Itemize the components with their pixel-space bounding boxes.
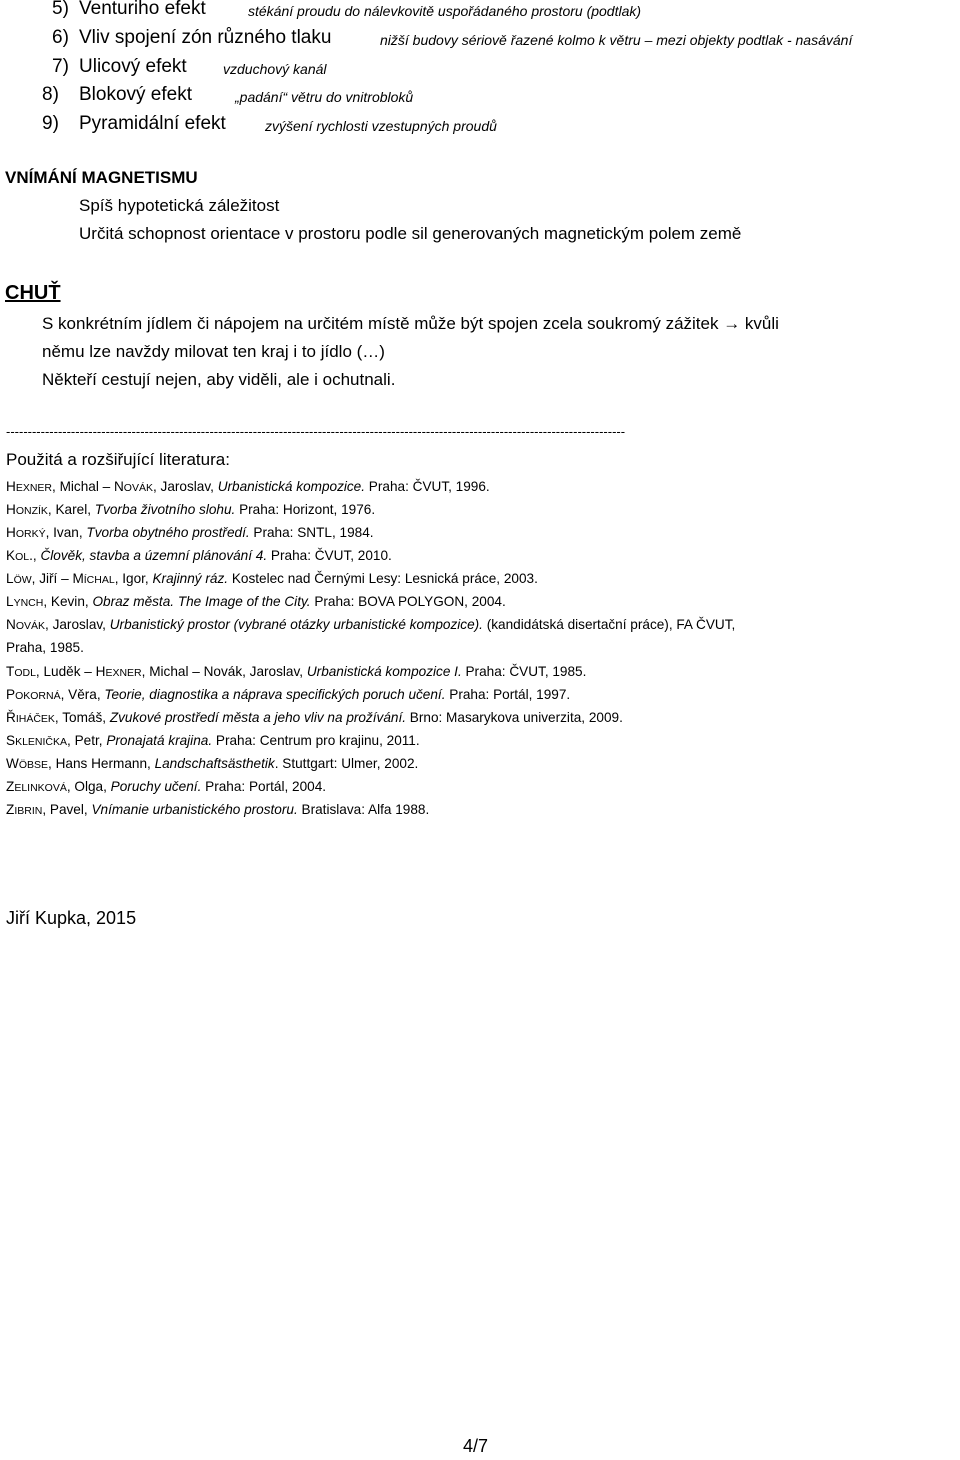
effect-description: zvýšení rychlosti vzestupných proudů xyxy=(265,118,497,134)
reference-item: SKLENIČKA, Petr, Pronajatá krajina. Praha: Centrum pro krajinu, 2011. xyxy=(6,733,420,748)
effect-name: Ulicový efekt xyxy=(79,56,187,77)
reference-item: POKORNÁ, Věra, Teorie, diagnostika a náprava specifických poruch učení. Praha: Portál, 1997. xyxy=(6,687,571,702)
item-number: 6) xyxy=(52,27,69,48)
effect-name: Vliv spojení zón různého tlaku xyxy=(79,27,332,48)
dashed-separator: ----------------------------------------------------------------------------------------------------------------------------------------------- xyxy=(6,424,626,439)
reference-item: ŘIHÁČEK, Tomáš, Zvukové prostředí města a jeho vliv na prožívání. Brno: Masarykova univerzita, 2009. xyxy=(6,710,623,725)
reference-item: LYNCH, Kevin, Obraz města. The Image of the City. Praha: BOVA POLYGON, 2004. xyxy=(6,594,506,609)
page-number: 4/7 xyxy=(463,1436,489,1456)
reference-item: TODL, Luděk – HEXNER, Michal – Novák, Jaroslav, Urbanistická kompozice I. Praha: ČVUT, 1985. xyxy=(6,664,587,679)
reference-item: KOL., Člověk, stavba a územní plánování 4. Praha: ČVUT, 2010. xyxy=(6,548,392,563)
item-number: 5) xyxy=(52,0,69,19)
effect-name: Pyramidální efekt xyxy=(79,113,226,134)
item-number: 8) xyxy=(42,84,59,105)
reference-item: HORKÝ, Ivan, Tvorba obytného prostředí. Praha: SNTL, 1984. xyxy=(6,525,374,540)
effect-name: Venturiho efekt xyxy=(79,0,206,19)
effect-description: „padání“ větru do vnitrobloků xyxy=(235,89,414,105)
item-number: 7) xyxy=(52,56,69,77)
magnetism-line: Určitá schopnost orientace v prostoru podle sil generovaných magnetickým polem země xyxy=(79,224,742,243)
section-heading-magnetism: VNÍMÁNÍ MAGNETISMU xyxy=(5,168,198,187)
effect-description: vzduchový kanál xyxy=(223,61,327,77)
reference-item: ZIBRIN, Pavel, Vnímanie urbanistického prostoru. Bratislava: Alfa 1988. xyxy=(6,802,430,817)
effect-description: stékání proudu do nálevkovitě uspořádaného prostoru (podtlak) xyxy=(248,3,642,19)
reference-item: ZELINKOVÁ, Olga, Poruchy učení. Praha: Portál, 2004. xyxy=(6,779,327,794)
literature-heading: Použitá a rozšiřující literatura: xyxy=(6,450,230,469)
taste-line: Někteří cestují nejen, aby viděli, ale i ochutnali. xyxy=(42,370,396,389)
effect-description: nižší budovy sériově řazené kolmo k větru – mezi objekty podtlak - nasávání xyxy=(380,32,853,48)
section-heading-taste: CHUŤ xyxy=(5,282,61,304)
reference-item: LÖW, Jiří – MÍCHAL, Igor, Krajinný ráz. Kostelec nad Černými Lesy: Lesnická práce, 2003. xyxy=(6,571,538,586)
effect-name: Blokový efekt xyxy=(79,84,192,105)
reference-item-continuation: Praha, 1985. xyxy=(6,640,84,655)
taste-line: S konkrétním jídlem či nápojem na určitém místě může být spojen zcela soukromý zážitek → kvůli xyxy=(42,314,779,333)
reference-item: HONZÍK, Karel, Tvorba životního slohu. Praha: Horizont, 1976. xyxy=(6,502,376,517)
reference-item: HEXNER, Michal – NOVÁK, Jaroslav, Urbanistická kompozice. Praha: ČVUT, 1996. xyxy=(6,479,490,494)
author-signature: Jiří Kupka, 2015 xyxy=(6,908,137,928)
taste-line: němu lze navždy milovat ten kraj i to jídlo (…) xyxy=(42,342,385,361)
reference-item: WÖBSE, Hans Hermann, Landschaftsästhetik. Stuttgart: Ulmer, 2002. xyxy=(6,756,419,771)
reference-item: NOVÁK, Jaroslav, Urbanistický prostor (vybrané otázky urbanistické kompozice). (kandidátská disertační práce), FA ČVUT, xyxy=(6,617,736,632)
magnetism-line: Spíš hypotetická záležitost xyxy=(79,196,280,215)
item-number: 9) xyxy=(42,113,59,134)
